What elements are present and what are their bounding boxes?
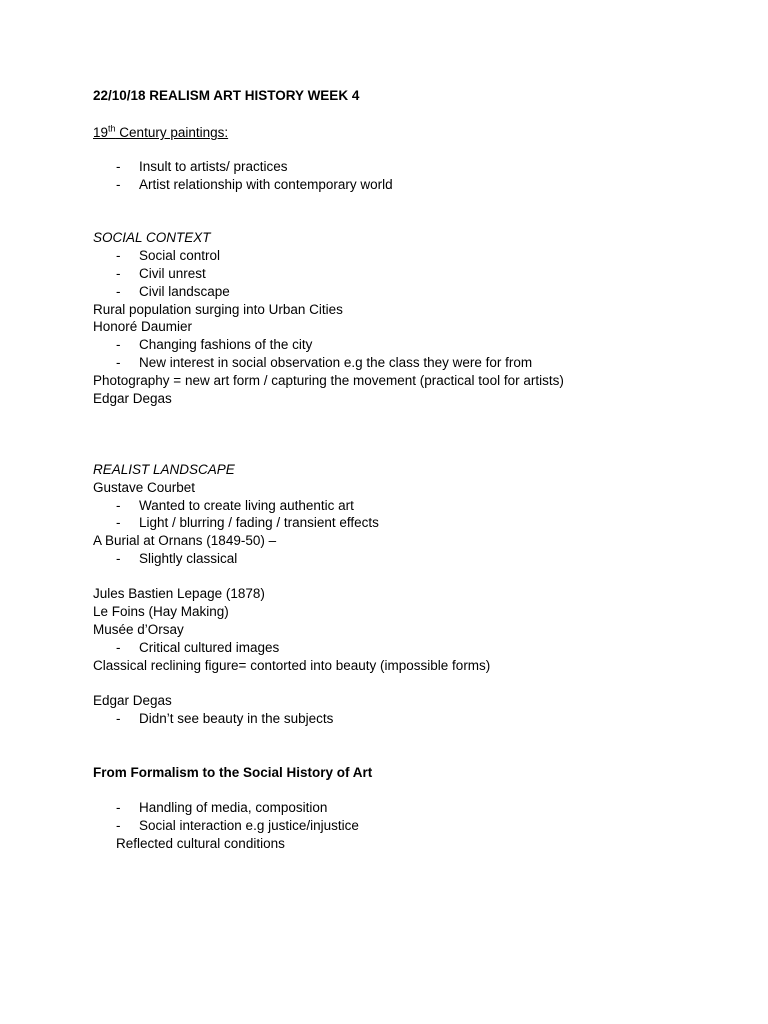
bullet-dash: - <box>116 640 121 655</box>
text-line: Photography = new art form / capturing the movement (practical tool for artists) <box>93 373 564 388</box>
bullet-item: Light / blurring / fading / transient effects <box>139 515 379 530</box>
social-context-heading: SOCIAL CONTEXT <box>93 230 211 245</box>
text-line: Rural population surging into Urban Cities <box>93 302 343 317</box>
bullet-dash: - <box>116 248 121 263</box>
realist-landscape-heading: REALIST LANDSCAPE <box>93 462 235 477</box>
bullet-dash: - <box>116 159 121 174</box>
text-line: Musée d’Orsay <box>93 622 184 637</box>
bullet-dash: - <box>116 551 121 566</box>
text-line: A Burial at Ornans (1849-50) – <box>93 533 277 548</box>
text-line: Jules Bastien Lepage (1878) <box>93 586 265 601</box>
text-line: Edgar Degas <box>93 693 172 708</box>
doc-title: 22/10/18 REALISM ART HISTORY WEEK 4 <box>93 88 360 103</box>
bullet-item: Changing fashions of the city <box>139 337 313 352</box>
bullet-dash: - <box>116 498 121 513</box>
bullet-item: New interest in social observation e.g the class they were for from <box>139 355 533 370</box>
bullet-dash: - <box>116 284 121 299</box>
century-heading <box>93 124 228 142</box>
bullet-dash: - <box>116 818 121 833</box>
text-line: Le Foins (Hay Making) <box>93 604 229 619</box>
century-number: 19 <box>93 125 109 140</box>
bullet-dash: - <box>116 177 121 192</box>
bullet-dash: - <box>116 355 121 370</box>
bullet-dash: - <box>116 337 121 352</box>
text-line: Edgar Degas <box>93 391 172 406</box>
text-line: Gustave Courbet <box>93 480 196 495</box>
bullet-item: Didn’t see beauty in the subjects <box>139 711 334 726</box>
bullet-item: Artist relationship with contemporary world <box>139 177 393 192</box>
bullet-dash: - <box>116 515 121 530</box>
text-line: Classical reclining figure= contorted into beauty (impossible forms) <box>93 658 491 673</box>
bullet-item: Critical cultured images <box>139 640 280 655</box>
century-text: Century paintings: <box>115 125 229 140</box>
bullet-item: Civil landscape <box>139 284 230 299</box>
bullet-dash: - <box>116 711 121 726</box>
bullet-item: Handling of media, composition <box>139 800 328 815</box>
bullet-dash: - <box>116 266 121 281</box>
text-line: Reflected cultural conditions <box>116 836 285 851</box>
bullet-item: Civil unrest <box>139 266 206 281</box>
bullet-item: Social interaction e.g justice/injustice <box>139 818 359 833</box>
bullet-dash: - <box>116 800 121 815</box>
century-suffix: th <box>108 123 116 134</box>
bullet-item: Social control <box>139 248 221 263</box>
bullet-item: Insult to artists/ practices <box>139 159 288 174</box>
bullet-item: Wanted to create living authentic art <box>139 498 354 513</box>
bullet-item: Slightly classical <box>139 551 238 566</box>
text-line: Honoré Daumier <box>93 319 193 334</box>
formalism-heading: From Formalism to the Social History of Art <box>93 765 373 780</box>
